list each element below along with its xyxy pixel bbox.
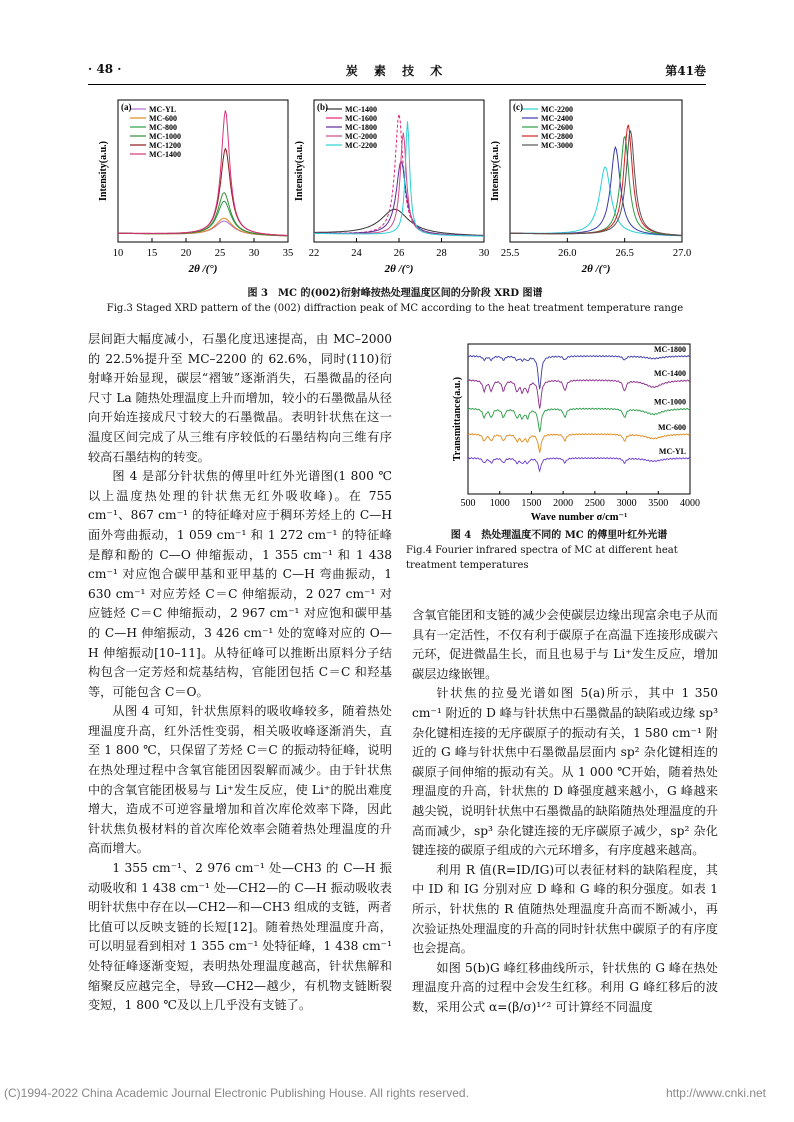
legend-label: MC-2400: [541, 114, 573, 123]
paragraph: 含氧官能团和支链的减少会使碳层边缘出现富余电子从而具有一定活性，不仅有利于碳原子在高温下连接形成碳六元环，促进微晶生长，而且也易于与 Li⁺发生反应，增加碳层边缘嵌锂。: [412, 608, 718, 681]
series-label: MC-1400: [654, 369, 686, 378]
figure-4-caption-en: Fig.4 Fourier infrared spectra of MC at different heat treatment temperatures: [406, 545, 678, 571]
x-tick-label: 24: [351, 248, 362, 259]
series-label: MC-YL: [658, 447, 686, 456]
legend-label: MC-2000: [345, 132, 377, 141]
x-tick-label: 1500: [521, 498, 542, 509]
right-text-column: [412, 606, 718, 1017]
x-tick-label: 1000: [489, 498, 510, 509]
x-tick-label: 3500: [648, 498, 669, 509]
legend-label: MC-1200: [149, 141, 181, 150]
volume-number: 第41卷: [665, 64, 706, 78]
running-header: [88, 62, 706, 80]
figure-3-caption-en: Fig.3 Staged XRD pattern of the (002) diffraction peak of MC according to the heat treatment temperature range: [106, 303, 684, 314]
footer-site: http://www.cnki.net: [665, 1086, 766, 1100]
series-line: [510, 125, 682, 236]
xrd-panel-3: [490, 100, 691, 275]
figure-3-caption-zh: 图 3 MC 的(002)衍射峰按热处理温度区间的分阶段 XRD 图谱: [247, 288, 543, 299]
series-line: [314, 209, 484, 235]
x-tick-label: 2500: [584, 498, 605, 509]
x-tick-label: 30: [248, 248, 260, 259]
legend-label: MC-1800: [345, 123, 377, 132]
panel-label: (b): [317, 102, 328, 112]
series-line: [314, 133, 484, 236]
series-line: [510, 147, 682, 236]
panel-label: (a): [121, 102, 132, 112]
paragraph: 利用 R 值(R=ID/IG)可以表征材料的缺陷程度，其中 ID 和 IG 分别对应 D 峰和 G 峰的积分强度。如表 1 所示，针状焦的 R 值随热处理温度升高而不断减小，再次验证热处理温度的升高的同时针状焦中碳原子的有序度也会提高。: [412, 862, 718, 956]
x-axis-label: 2θ /(°): [188, 263, 218, 275]
x-axis-label: Wave number σ/cm⁻¹: [530, 512, 628, 523]
series-line: [468, 434, 690, 453]
plot-frame: [118, 100, 288, 242]
series-line: [314, 121, 484, 236]
legend-label: MC-1600: [345, 114, 377, 123]
legend-label: MC-1400: [149, 150, 181, 159]
x-tick-label: 15: [146, 248, 158, 259]
figure-4-ftir-chart: [446, 338, 700, 524]
series-line: [118, 110, 288, 235]
legend-label: MC-3000: [541, 141, 573, 150]
header-rule: [88, 84, 706, 85]
legend-label: MC-600: [149, 114, 177, 123]
series-line: [468, 458, 690, 472]
page-number: · 48 ·: [88, 62, 122, 76]
xrd-panel-1: [98, 100, 293, 275]
paragraph: 如图 5(b)G 峰红移曲线所示，针状焦的 G 峰在热处理温度升高的过程中会发生红移。利用 G 峰红移后的波数，采用公式 α=(β/σ)¹ᐟ² 可计算经不同温度: [412, 960, 718, 1014]
figure-3-xrd-charts: [90, 92, 700, 275]
paragraph: 层间距大幅度减小，石墨化度迅速提高，由 MC–2000 的 22.5%提升至 MC–2200 的 62.6%，同时(110)衍射峰开始显现，碳层“褶皱”逐渐消失，石墨微晶的径向尺寸 La 随热处理温度上升而增加，较小的石墨微晶从径向开始连接成尺寸较大的石墨微晶。表明针状焦在这一温度区间完成了从三维有序较低的石墨结构向三维有序较高石墨结构的转变。: [88, 332, 392, 464]
left-text-column: [88, 330, 392, 1016]
series-line: [510, 130, 682, 235]
plot-frame: [510, 100, 682, 242]
x-axis-label: 2θ /(°): [384, 263, 414, 275]
panel-label: (c): [513, 102, 523, 112]
series-line: [510, 167, 682, 236]
series-line: [510, 137, 682, 236]
y-axis-label: Transmittance(a.u.): [452, 376, 463, 462]
y-axis-label: Intensity(a.u.): [490, 140, 501, 202]
x-tick-label: 26.0: [558, 248, 577, 259]
paragraph: 从图 4 可知，针状焦原料的吸收峰较多，随着热处理温度升高，红外活性变弱，相关吸收峰逐渐消失，直至 1 800 ℃，只保留了芳烃 C＝C 的振动特征峰，说明在热处理过程中含氧官能团因裂解而减少。由于针状焦中的含氧官能团极易与 Li⁺发生反应，使 Li⁺的脱出难度增大，造成不可逆容量增加和首次库伦效率下降，因此针状焦负极材料的首次库伦效率会随着热处理温度的升高而增大。: [88, 704, 392, 856]
figure-4-caption-zh: 图 4 热处理温度不同的 MC 的傅里叶红外光谱: [450, 530, 668, 541]
series-label: MC-1800: [654, 345, 686, 354]
x-tick-label: 28: [436, 248, 447, 259]
series-line: [118, 149, 288, 236]
series-label: MC-600: [658, 423, 686, 432]
legend-label: MC-2800: [541, 132, 573, 141]
series-line: [314, 114, 484, 236]
legend-label: MC-2200: [541, 105, 573, 114]
x-tick-label: 20: [180, 248, 192, 259]
y-axis-label: Intensity(a.u.): [98, 140, 109, 202]
y-axis-label: Intensity(a.u.): [294, 140, 305, 202]
series-label: MC-1000: [654, 397, 686, 407]
x-tick-label: 22: [308, 248, 320, 259]
x-tick-label: 26.5: [615, 248, 634, 259]
footer-copyright: (C)1994-2022 China Academic Journal Electronic Publishing House. All rights reserved.: [4, 1086, 469, 1100]
x-tick-label: 500: [460, 498, 476, 509]
x-tick-label: 4000: [680, 498, 700, 509]
x-tick-label: 26: [393, 248, 405, 259]
legend-label: MC-1000: [149, 132, 181, 141]
x-tick-label: 27.0: [672, 248, 692, 259]
legend-label: MC-2200: [345, 141, 377, 150]
xrd-panel-2: [294, 100, 489, 275]
x-tick-label: 30: [478, 248, 490, 259]
x-tick-label: 3000: [616, 498, 637, 509]
x-tick-label: 10: [112, 248, 124, 259]
legend-label: MC-800: [149, 123, 177, 132]
paragraph: 图 4 是部分针状焦的傅里叶红外光谱图(1 800 ℃以上温度热处理的针状焦无红外吸收峰)。在 755 cm⁻¹、867 cm⁻¹ 的特征峰对应于稠环芳烃上的 C—H 面外弯曲振动，1 059 cm⁻¹ 和 1 272 cm⁻¹ 的特征峰是醇和酚的 C—O 伸缩振动，1 355 cm⁻¹ 和 1 438 cm⁻¹ 对应饱合碳甲基和亚甲基的 C—H 弯曲振动，1 630 cm⁻¹ 对应芳烃 C＝C 伸缩振动，2 027 cm⁻¹ 对应链烃 C＝C 伸缩振动，2 967 cm⁻¹ 对应饱和碳甲基的 C—H 伸缩振动，3 426 cm⁻¹ 处的宽峰对应的 O—H 伸缩振动[10–11]。从特征峰可以推断出原料分子结构包含一定芳烃和烷基结构，官能团包括 C＝C 和羟基等，可能包含 C＝O。: [88, 469, 392, 699]
x-tick-label: 25: [214, 248, 226, 259]
plot-frame: [468, 344, 690, 494]
series-line: [468, 408, 690, 432]
figure-4-caption: [400, 528, 718, 573]
ftir-plot: [452, 344, 700, 523]
legend-label: MC-1400: [345, 105, 377, 114]
legend-label: MC-2600: [541, 123, 573, 132]
figure-3-caption: [90, 286, 700, 316]
x-tick-label: 35: [282, 248, 294, 259]
paragraph: 1 355 cm⁻¹、2 976 cm⁻¹ 处—CH3 的 C—H 振动吸收和 1 438 cm⁻¹ 处—CH2—的 C—H 振动吸收表明针状焦中存在以—CH2—和—CH3 组成的支链，两者比值可以反映支链的长短[12]。随着热处理温度升高，可以明显看到相对 1 355 cm⁻¹ 处特征峰，1 438 cm⁻¹ 处特征峰逐渐变短，表明热处理温度越高，针状焦解和缩聚反应越完全，导致—CH2—越少，有机物支链断裂变短，1 800 ℃及以上几乎没有支链了。: [88, 861, 392, 1013]
legend-label: MC-YL: [149, 105, 177, 114]
x-tick-label: 2000: [553, 498, 574, 509]
journal-name: 炭 素 技 术: [345, 64, 449, 78]
paragraph: 针状焦的拉曼光谱如图 5(a)所示，其中 1 350 cm⁻¹ 附近的 D 峰与针状焦中石墨微晶的缺陷或边缘 sp³ 杂化键相连接的无序碳原子的振动有关，1 580 cm⁻¹ 附近的 G 峰与针状焦中石墨微晶层面内 sp² 杂化键相连的碳原子间伸缩的振动有关。从 1 000 ℃开始，随着热处理温度的升高，针状焦的 D 峰强度越来越小，G 峰越来越尖锐，说明针状焦中石墨微晶的缺陷随热处理温度的升高而减少，sp³ 杂化键连接的无序碳原子减少，sp² 杂化键连接的碳原子组成的六元环增多，有序度越来越高。: [412, 686, 718, 858]
x-tick-label: 25.5: [500, 248, 520, 259]
x-axis-label: 2θ /(°): [581, 263, 611, 275]
